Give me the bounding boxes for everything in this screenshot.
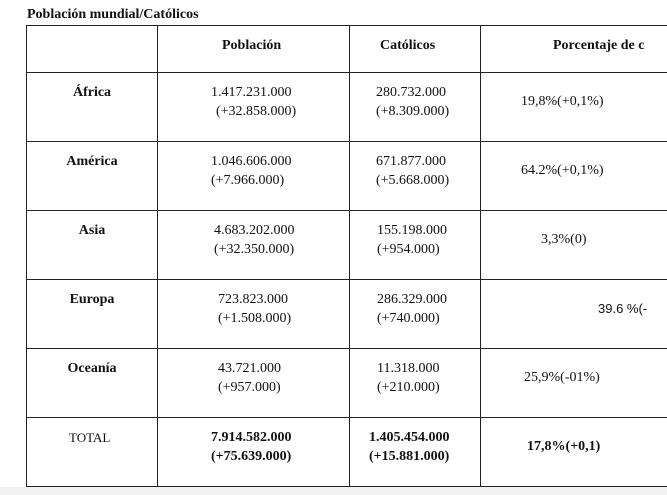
poblacion-value: 4.683.202.000 — [214, 223, 295, 238]
region-cell — [27, 73, 158, 142]
total-label: TOTAL — [69, 430, 111, 445]
porcentaje-value: 39.6 %(- — [598, 301, 648, 316]
table-row — [27, 73, 667, 142]
poblacion-cell — [158, 280, 350, 349]
total-label-cell — [27, 418, 158, 487]
region-label: África — [72, 85, 112, 100]
region-cell — [27, 142, 158, 211]
catolicos-value: 286.329.000 — [377, 292, 447, 307]
poblacion-delta: (+957.000) — [218, 380, 281, 395]
poblacion-delta: (+1.508.000) — [218, 311, 292, 326]
catolicos-delta: (+740.000) — [377, 311, 440, 326]
population-table-container — [26, 25, 667, 488]
poblacion-cell — [158, 73, 350, 142]
table-row — [27, 211, 667, 280]
region-label: Asia — [78, 223, 106, 238]
document-title: Población mundial/Católicos — [27, 7, 199, 22]
region-label: Oceanía — [67, 361, 117, 376]
total-catolicos-delta: (+15.881.000) — [369, 449, 450, 464]
header-row — [27, 26, 667, 73]
bottom-edge-strip — [0, 487, 667, 495]
header-region-cell — [27, 26, 158, 73]
poblacion-value: 1.417.231.000 — [211, 85, 292, 100]
poblacion-delta: (+32.350.000) — [214, 242, 295, 257]
total-porcentaje-value: 17,8%(+0,1) — [527, 439, 601, 454]
poblacion-cell — [158, 142, 350, 211]
header-poblacion-cell — [158, 26, 350, 73]
region-cell — [27, 211, 158, 280]
poblacion-delta: (+32.858.000) — [216, 104, 297, 119]
population-table — [26, 25, 667, 487]
region-label: América — [66, 154, 118, 169]
catolicos-cell — [350, 211, 481, 280]
catolicos-value: 671.877.000 — [376, 154, 446, 169]
region-cell — [27, 280, 158, 349]
porcentaje-value: 19,8%(+0,1%) — [521, 94, 604, 109]
catolicos-delta: (+954.000) — [377, 242, 440, 257]
poblacion-value: 723.823.000 — [218, 292, 288, 307]
catolicos-value: 280.732.000 — [376, 85, 446, 100]
table-row — [27, 280, 667, 349]
catolicos-delta: (+210.000) — [377, 380, 440, 395]
total-row — [27, 418, 667, 487]
catolicos-delta: (+5.668.000) — [376, 173, 450, 188]
header-catolicos-cell — [350, 26, 481, 73]
poblacion-value: 43.721.000 — [218, 361, 281, 376]
porcentaje-value: 3,3%(0) — [541, 232, 587, 247]
catolicos-cell — [350, 142, 481, 211]
poblacion-value: 1.046.606.000 — [211, 154, 292, 169]
total-catolicos-value: 1.405.454.000 — [369, 430, 450, 445]
poblacion-cell — [158, 349, 350, 418]
header-catolicos: Católicos — [380, 38, 436, 53]
porcentaje-value: 64.2%(+0,1%) — [521, 163, 604, 178]
porcentaje-cell — [481, 73, 667, 142]
total-poblacion-cell — [158, 418, 350, 487]
poblacion-delta: (+7.966.000) — [211, 173, 285, 188]
porcentaje-cell — [481, 280, 667, 349]
catolicos-value: 11.318.000 — [377, 361, 440, 376]
total-poblacion-value: 7.914.582.000 — [211, 430, 292, 445]
catolicos-cell — [350, 73, 481, 142]
porcentaje-cell — [481, 349, 667, 418]
table-row — [27, 142, 667, 211]
catolicos-value: 155.198.000 — [377, 223, 447, 238]
header-poblacion: Población — [222, 38, 282, 53]
porcentaje-value: 25,9%(-01%) — [524, 370, 600, 385]
poblacion-cell — [158, 211, 350, 280]
region-label: Europa — [69, 292, 115, 307]
header-porcentaje: Porcentaje de c — [553, 38, 645, 53]
catolicos-cell — [350, 280, 481, 349]
table-row — [27, 349, 667, 418]
total-porcentaje-cell — [481, 418, 667, 487]
total-poblacion-delta: (+75.639.000) — [211, 449, 292, 464]
catolicos-cell — [350, 349, 481, 418]
catolicos-delta: (+8.309.000) — [376, 104, 450, 119]
header-porcentaje-cell — [481, 26, 667, 73]
porcentaje-cell — [481, 211, 667, 280]
total-catolicos-cell — [350, 418, 481, 487]
region-cell — [27, 349, 158, 418]
porcentaje-cell — [481, 142, 667, 211]
